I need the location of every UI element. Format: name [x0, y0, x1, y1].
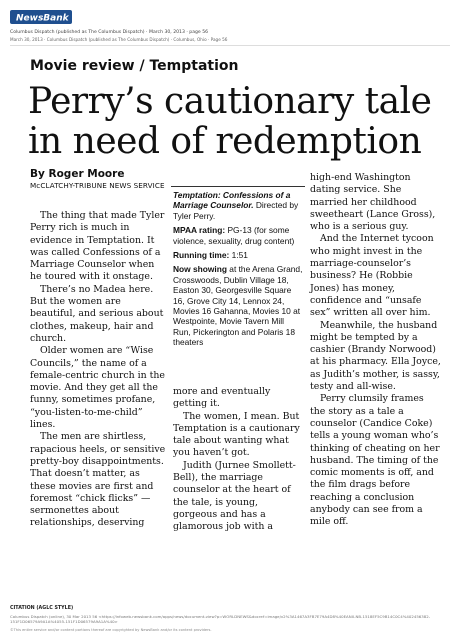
paragraph: Perry clumsily frames the story as a tale a counselor (Candice Coke) tells a young woman who’s thinking of cheating on her husband. The timing of the comic moments is off, and the film drags before reaching a conclusion anybody can see from a mile off. [310, 393, 440, 528]
article-column-1 [30, 210, 166, 530]
infobox-director: Directed by Tyler Perry. [173, 200, 299, 221]
citation-heading: CITATION (AGLC STYLE) [10, 606, 74, 611]
top-bar [10, 8, 450, 30]
source-meta-subline: March 30, 2013 · Columbus Dispatch (published as The Columbus Dispatch) · Columbus, Ohio · Page 56 [10, 37, 228, 42]
rating-value: PG-13 (for some violence, sexuality, drug content) [173, 225, 295, 246]
logo-text: NewsBank [16, 13, 69, 24]
article-column-2 [173, 386, 303, 534]
rating-label: MPAA rating: [173, 225, 226, 236]
copyright-notice: ©This entire service and/or content portions thereof are copyrighted by NewsBank and/or its content providers. [10, 628, 212, 632]
paragraph: Older women are “Wise Councils,” the name of a female-centric church in the movie. And they get all the funny, sometimes profane, “you-listen-to-me-child” lines. [30, 345, 165, 431]
newsbank-logo [10, 10, 72, 24]
byline: By Roger Moore [30, 168, 125, 180]
headline-line-2: in need of redemption [28, 121, 422, 162]
source-meta-line: Columbus Dispatch (published as The Columbus Dispatch) · March 30, 2013 · page 56 [10, 30, 209, 35]
paragraph: The men are shirtless, rapacious heels, or sensitive pretty-boy disappointments. That doesn’t matter, as these movies are first and foremost “chick flicks” — sermonettes about relationships, deserving [30, 431, 166, 529]
paragraph: The thing that made Tyler Perry rich is much in evidence in Temptation. It was called Confessions of a Marriage Counselor when he toured with it onstage. [30, 210, 165, 283]
movie-infobox [173, 190, 303, 352]
runtime-label: Running time: [173, 250, 230, 261]
header-divider [10, 45, 450, 46]
showing-value: at the Arena Grand, Crosswoods, Dublin Village 18, Easton 30, Georgesville Square 16, Grove City 14, Lennox 24, Movies 16 Gahanna, Movies 10 at Westpointe, Movie Tavern Mill Run, Pickerington and Polaris 18 theaters [173, 264, 303, 348]
paragraph: And the Internet tycoon who might invest in the marriage-counselor’s business? He (Robbie Jones) has money, confidence and “unsafe sex” written all over him. [310, 233, 434, 319]
article-kicker: Movie review / Temptation [30, 58, 239, 74]
paragraph: high-end Washington dating service. She married her childhood sweetheart (Lance Gross), who is a serious guy. [310, 172, 436, 233]
infobox-rule [171, 186, 305, 187]
paragraph: Meanwhile, the husband might be tempted by a cashier (Brandy Norwood) at his pharmacy. Ella Joyce, as Judith’s mother, is sassy, testy and all-wise. [310, 319, 441, 393]
article-headline [28, 82, 448, 162]
paragraph: Judith (Jurnee Smollett-Bell), the marriage counselor at the heart of the tale, is young, gorgeous and has a glamorous job with a [173, 459, 296, 533]
headline-line-1: Perry’s cautionary tale [28, 81, 432, 122]
citation-text[interactable]: Columbus Dispatch (online), 30 Mar 2013 56 <https://infoweb.newsbank.com/apps/news/document-view?p=WORLDNEWS&docref=image/v2%3A1467A3FB7E79A4D8%40EANX-NB-1518EF5C9B14C0C4%402456382-151F1D06579A9A1A%4055-151F1D06579A9A1A%40> [10, 614, 431, 624]
news-service: McCLATCHY-TRIBUNE NEWS SERVICE [30, 181, 165, 190]
paragraph: more and eventually getting it. [173, 386, 271, 410]
article-column-3 [310, 172, 442, 529]
showing-label: Now showing [173, 264, 227, 275]
runtime-value: 1:51 [231, 250, 248, 261]
paragraph: There’s no Madea here. But the women are beautiful, and serious about clothes, makeup, hair and church. [30, 283, 164, 344]
paragraph: The women, I mean. But Temptation is a cautionary tale about wanting what you haven’t got. [173, 410, 300, 459]
infobox-title: Temptation: Confessions of a Marriage Counselor. [173, 190, 291, 211]
